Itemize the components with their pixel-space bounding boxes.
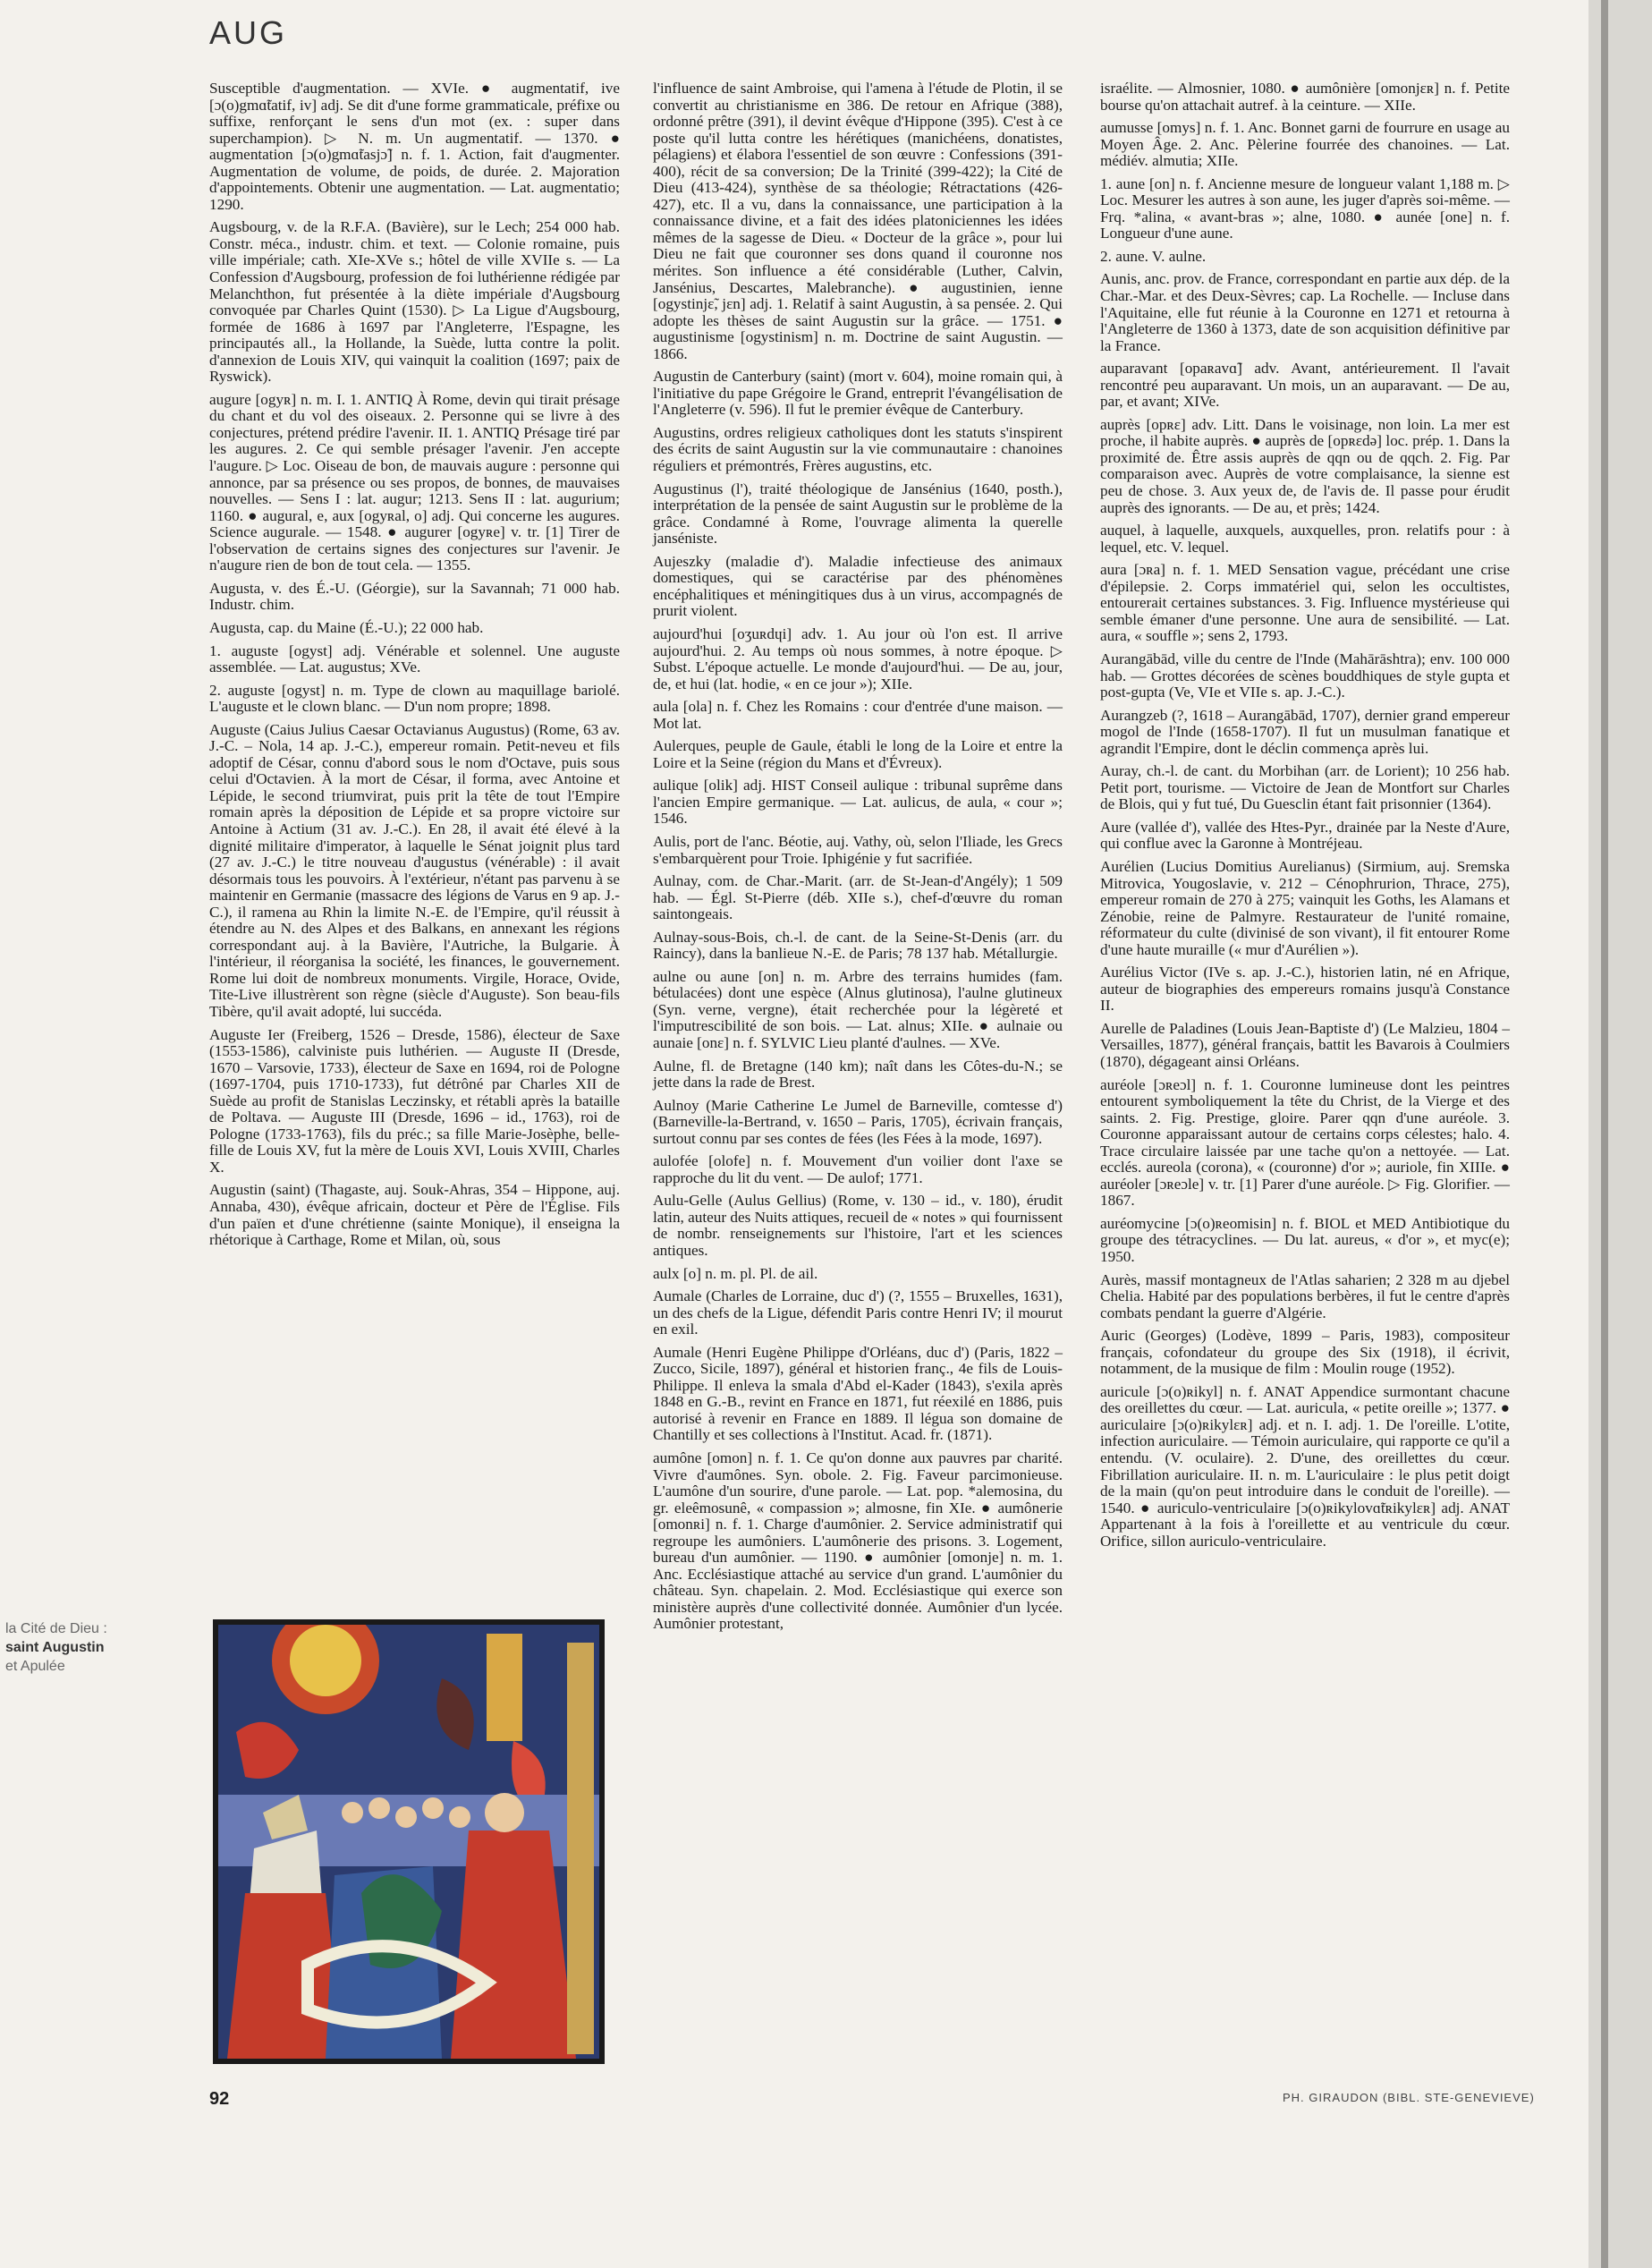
entry-aureole: auréole [ɔʀeɔl] n. f. 1. Couronne lumineuse dont les peintres entourent symboliquement la tête du Christ, de la Vierge et des saints. 2. Fig. Prestige, gloire. Parer qqn d'une auréole. 3. Couronne apparaissant autour de certains corps célestes; halo. 4. Trace circulaire laissée par une tache qu'on a nettoyée. — Lat. ecclés. aureola (corona), « (couronne) d'or »; auriole, fin XIIIe. ● auréoler [ɔʀeɔle] v. tr. [1] Parer d'une auréole. ▷ Fig. Glorifier. — 1867. xyxy=(1100,1075,1510,1210)
entry-aula: aula [ola] n. f. Chez les Romains : cour d'entrée d'une maison. — Mot lat. xyxy=(653,698,1063,732)
entry-aupres: auprès [opʀɛ] adv. Litt. Dans le voisinage, non loin. La mer est proche, il habite auprès. ● auprès de [opʀɛdə] loc. prép. 1. Dans la proximité de. Être assis auprès de qqn ou de qqch. 2. Fig. Par comparaison avec. Auprès de votre complaisance, la sienne est peu de chose. 3. Aux yeux de, de l'avis de. Il passe pour érudit auprès des ignorants. — De au, et près; 1424. xyxy=(1100,415,1510,516)
running-head: AUG xyxy=(209,14,288,51)
entry-aumone: aumône [omon] n. f. 1. Ce qu'on donne aux pauvres par charité. Vivre d'aumônes. Syn. obole. 2. Fig. Faveur parcimonieuse. L'aumône d'un sourire, d'une parole. — Lat. pop. *alemosina, du gr. eleêmosunê, « compassion »; almosne, fin XIe. ● aumônerie [omonʀi] n. f. 1. Charge d'aumônier. 2. Service administratif qui regroupe les aumôniers. L'aumônerie des prisons. 3. Logement, bureau d'un aumônier. — 1190. ● aumônier [omonje] n. m. 1. Anc. Ecclésiastique attaché au service d'un grand. L'aumônier du château. Syn. chapelain. 2. Mod. Ecclésiastique qui exerce son ministère auprès d'une collectivité donnée. Aumônier d'un lycée. Aumônier protestant, xyxy=(653,1449,1063,1633)
entry-aune-mesure: 1. aune [on] n. f. Ancienne mesure de longueur valant 1,188 m. ▷ Loc. Mesurer les autres à son aune, les juger d'après soi-même. — Frq. *alina, « avant-bras »; alne, 1080. ● aunée [one] n. f. Longueur d'une aune. xyxy=(1100,174,1510,242)
entry-aulis: Aulis, port de l'anc. Béotie, auj. Vathy, où, selon l'Iliade, les Grecs s'embarquèrent pour Troie. Iphigénie y fut sacrifiée. xyxy=(653,832,1063,867)
entry-augure: augure [ogyʀ] n. m. I. 1. ANTIQ À Rome, devin qui tirait présage du chant et du vol des oiseaux. 2. Personne qui se livre à des conjectures, prétend prédire l'avenir. II. 1. ANTIQ Présage tiré par les augures. 2. Ce qui semble présager l'avenir. J'en accepte l'augure. ▷ Loc. Oiseau de bon, de mauvais augure : personne qui annonce, par sa présence ou ses propos, de bonnes, de mauvaises nouvelles. — Sens I : lat. augur; 1213. Sens II : lat. augurium; 1160. ● augural, e, aux [ogyʀal, o] adj. Qui concerne les augures. Science augurale. — 1548. ● augurer [ogyʀe] v. tr. [1] Tirer de l'observation de certains signes des conjectures sur l'avenir. Je n'augure rien de bon de tout cela. — 1355. xyxy=(209,390,620,574)
illustration-caption xyxy=(5,1619,107,1676)
entry-aurangzeb: Aurangzeb (?, 1618 – Aurangābād, 1707), dernier grand empereur mogol de l'Inde (1658-1707). Il fut un musulman fanatique et agrandit l'Empire, dont le déclin commença après lui. xyxy=(1100,706,1510,757)
entry-augustinus: Augustinus (l'), traité théologique de Jansénius (1640, posth.), interprétation de la pensée de saint Augustin sur le problème de la grâce. Condamné à Rome, l'ouvrage alimenta la querelle janséniste. xyxy=(653,480,1063,548)
entry-aulnay-sous-bois: Aulnay-sous-Bois, ch.-l. de cant. de la Seine-St-Denis (arr. du Raincy), dans la banlieue N.-E. de Paris; 78 137 hab. Métallurgie. xyxy=(653,928,1063,963)
column-3 xyxy=(1100,81,1510,1556)
illuminated-miniature xyxy=(213,1619,605,2064)
entry-aujourdhui: aujourd'hui [oʒuʀdɥi] adv. 1. Au jour où l'on est. Il arrive aujourd'hui. 2. Au temps où nous sommes, à notre époque. ▷ Subst. L'époque actuelle. Le monde d'aujourd'hui. — De au, jour, de, et hui (lat. hodie, « en ce jour »); XIIe. xyxy=(653,624,1063,692)
entry-auricule: auricule [ɔ(o)ʀikyl] n. f. ANAT Appendice surmontant chacune des oreillettes du cœur. — Lat. auricula, « petite oreille »; 1377. ● auriculaire [ɔ(o)ʀikylɛʀ] adj. et n. I. adj. 1. De l'oreille. L'otite, infection auriculaire. — Témoin auriculaire, qui rapporte ce qu'il a entendu. (V. oculaire). 2. D'une, des oreillettes du cœur. Fibrillation auriculaire. II. n. m. L'auriculaire : le plus petit doigt de la main (qu'on peut introduire dans le conduit de l'oreille). — 1540. ● auriculo-ventriculaire [ɔ(o)ʀikylovɑ̃tʀikylɛʀ] adj. ANAT Appartenant à la fois à l'oreillette et au ventricule du cœur. Orifice, sillon auriculo-ventriculaire. xyxy=(1100,1382,1510,1550)
entry-auguste-clown: 2. auguste [ogyst] n. m. Type de clown au maquillage bariolé. L'auguste et le clown blanc. — D'un nom propre; 1898. xyxy=(209,681,620,716)
entry-augusta-georgie: Augusta, v. des É.-U. (Géorgie), sur la Savannah; 71 000 hab. Industr. chim. xyxy=(209,579,620,614)
entry-augustin-canterbury: Augustin de Canterbury (saint) (mort v. 604), moine romain qui, à l'initiative du pape Grégoire le Grand, entreprit l'évangélisation de l'Angleterre (v. 596). Il fut le premier évêque de Canterbury. xyxy=(653,368,1063,419)
miniature-city-of-god-image xyxy=(218,1625,599,2059)
entry-aujeszky: Aujeszky (maladie d'). Maladie infectieuse des animaux domestiques, qui se caractérise par des phénomènes encéphalitiques et méningitiques dus à un virus, accompagnés de prurit violent. xyxy=(653,552,1063,620)
entry-auquel: auquel, à laquelle, auxquels, auxquelles, pron. relatifs pour : à lequel, etc. V. lequel. xyxy=(1100,522,1510,556)
entry-auguste-saxe: Auguste Ier (Freiberg, 1526 – Dresde, 1586), électeur de Saxe (1553-1586), calviniste puis luthérien. — Auguste II (Dresde, 1670 – Varsovie, 1733), électeur de Saxe en 1694, roi de Pologne (1697-1704, puis 1710-1733), fut détrôné par Charles XII de Suède au profit de Stanislas Leczinsky, et rétabli après la bataille de Poltava. — Auguste III (Dresde, 1696 – id., 1763), roi de Pologne (1733-1763), fils du préc.; sa fille Marie-Josèphe, belle-fille de Louis XV, fut la mère de Louis XVI, Louis XVIII, Charles X. xyxy=(209,1025,620,1176)
entry-augusta-maine: Augusta, cap. du Maine (É.-U.); 22 000 hab. xyxy=(209,618,484,636)
entry-aureomycine: auréomycine [ɔ(o)ʀeomisin] n. f. BIOL et MED Antibiotique du groupe des tétracyclines. — Du lat. aureus, « d'or », et myc(e); 1950. xyxy=(1100,1214,1510,1265)
entry-aumale-charles: Aumale (Charles de Lorraine, duc d') (?, 1555 – Bruxelles, 1631), un des chefs de la Ligue, défendit Paris contre Henri IV; il mourut en exil. xyxy=(653,1287,1063,1338)
entry-aurelle-de-paladines: Aurelle de Paladines (Louis Jean-Baptiste d') (Le Malzieu, 1804 – Versailles, 1877), général français, battit les Bavarois à Coulmiers (1870), dégageant ainsi Orléans. xyxy=(1100,1019,1510,1070)
entry-augustin: Augustin (saint) (Thagaste, auj. Souk-Ahras, 354 – Hippone, auj. Annaba, 430), évêque africain, docteur et Père de l'Église. Fils d'un païen et d'une chrétienne (sainte Monique), il enseigna la rhétorique à Carthage, Rome et Milan, où, sous xyxy=(209,1181,620,1249)
page-edge xyxy=(1588,0,1652,2268)
entry-aulu-gelle: Aulu-Gelle (Aulus Gellius) (Rome, v. 130 – id., v. 180), érudit latin, auteur des Nuits attiques, recueil de « notes » qui fournissent de nombr. renseignements sur l'histoire, l'art et les sciences antiques. xyxy=(653,1192,1063,1259)
column-1 xyxy=(209,81,620,1255)
entry-aumoniere: israélite. — Almosnier, 1080. ● aumônière [omonjɛʀ] n. f. Petite bourse qu'on attachait autref. à la ceinture. — XIIe. xyxy=(1100,80,1510,114)
caption-line-2: saint Augustin xyxy=(5,1640,105,1655)
entry-augmentation: Susceptible d'augmentation. — XVIe. ● augmentatif, ive [ɔ(o)gmɑ̃tatif, iv] adj. Se dit d'une forme grammaticale, préfixe ou suffixe, renforçant le sens d'un mot (ex. : super dans superchampion). ▷ N. m. Un augmentatif. — 1370. ● augmentation [ɔ(o)gmɑ̃tasjɔ̃] n. f. 1. Action, fait d'augmenter. Augmentation de volume, de poids, de durée. 2. Majoration d'appointements. Obtenir une augmentation. — Lat. augmentatio; 1290. xyxy=(209,80,620,213)
page-number: 92 xyxy=(209,2089,230,2109)
caption-line-3: et Apulée xyxy=(5,1659,65,1674)
entry-aulne: aulne ou aune [on] n. m. Arbre des terrains humides (fam. bétulacées) dont une espèce (Alnus glutinosa), l'aulne glutineux (Syn. verne, vergne), était recherchée pour la légèreté et l'imputrescibilité de son bois. — Lat. alnus; XIIe. ● aulnaie ou aunaie [onɛ] n. f. SYLVIC Lieu planté d'aulnes. — XVe. xyxy=(653,967,1063,1051)
entry-auray: Auray, ch.-l. de cant. du Morbihan (arr. de Lorient); 10 256 hab. Petit port, tourisme. — Victoire de Jean de Montfort sur Charles de Blois, qui y fut tué, Du Guesclin étant fait prisonnier (1364). xyxy=(1100,762,1510,813)
entry-aurelius-victor: Aurélius Victor (IVe s. ap. J.-C.), historien latin, né en Afrique, auteur de biographies des empereurs romains jusqu'à Constance II. xyxy=(1100,964,1510,1015)
entry-auguste-adj: 1. auguste [ogyst] adj. Vénérable et solennel. Une auguste assemblée. — Lat. augustus; XVe. xyxy=(209,641,620,676)
entry-aulique: aulique [olik] adj. HIST Conseil aulique : tribunal suprême dans l'ancien Empire germanique. — Lat. aulicus, de aula, « cour »; 1546. xyxy=(653,777,1063,828)
entry-augsbourg: Augsbourg, v. de la R.F.A. (Bavière), sur le Lech; 254 000 hab. Constr. méca., industr. chim. et text. — Colonie romaine, puis ville impériale; cath. XIe-XVe s.; hôtel de ville XVIIe s. — La Confession d'Augsbourg, profession de foi luthérienne rédigée par Melanchthon, fut présentée à la diète impériale d'Augsbourg convoquée par Charles Quint (1530). ▷ La Ligue d'Augsbourg, formée de 1686 à 1697 par l'Angleterre, l'Espagne, les principautés all., la Hollande, la Suède, lutta contre la polit. d'annexion de Louis XIV, qui vainquit la coalition (1697; paix de Ryswick). xyxy=(209,218,620,386)
entry-auparavant: auparavant [opaʀavɑ̃] adv. Avant, antérieurement. Il l'avait rencontré peu auparavant. Un mois, un an auparavant. — De au, par, et avant; XIVe. xyxy=(1100,360,1510,411)
entry-aulnoy: Aulnoy (Marie Catherine Le Jumel de Barneville, comtesse d') (Barneville-la-Bertrand, v. 1650 – Paris, 1705), écrivain français, surtout connu par ses contes de fées (les Fées à la mode, 1697). xyxy=(653,1096,1063,1147)
entry-augustin-cont: l'influence de saint Ambroise, qui l'amena à l'étude de Plotin, il se convertit au christianisme en 386. De retour en Afrique (388), ordonné prêtre (391), il devint évêque d'Hippone (395). C'est à ce poste qu'il lutta contre les hérétiques (manichéens, donatistes, pélagiens) et élabora l'essentiel de son œuvre : Confessions (391-400), récit de sa conversion; De la Trinité (399-422); la Cité de Dieu (413-424), synthèse de sa théologie; Rétractations (426-427), etc. Il a vu, dans la connaissance, une participation à la connaissance divine, et a fait des idées platoniciennes les idées mêmes de la sagesse de Dieu. « Docteur de la grâce », pour lui Dieu ne fait que couronner ses dons quand il couronne nos mérites. Son influence a été considérable (Luther, Calvin, Jansénius, Descartes, Malebranche). ● augustinien, ienne [ogystinjɛ̃, jɛn] adj. 1. Relatif à saint Augustin, à sa pensée. 2. Qui adopte les thèses de saint Augustin sur la grâce. — 1751. ● augustinisme [ogystinism] n. m. Doctrine de saint Augustin. — 1866. xyxy=(653,80,1063,362)
entry-aulne-fleuve: Aulne, fl. de Bretagne (140 km); naît dans les Côtes-du-N.; se jette dans la rade de Brest. xyxy=(653,1057,1063,1092)
column-2 xyxy=(653,81,1063,1639)
entry-aure: Aure (vallée d'), vallée des Htes-Pyr., drainée par la Neste d'Aure, qui conflue avec la Garonne à Montréjeau. xyxy=(1100,818,1510,853)
entry-aulofee: aulofée [olofe] n. f. Mouvement d'un voilier dont l'axe se rapproche du lit du vent. — De aulof; 1771. xyxy=(653,1152,1063,1186)
caption-line-1: la Cité de Dieu : xyxy=(5,1621,107,1636)
entry-aurelien: Aurélien (Lucius Domitius Aurelianus) (Sirmium, auj. Sremska Mitrovica, Yougoslavie, v. 212 – Cénophrurion, Thrace, 275), empereur romain de 270 à 275; vainquit les Goths, les Alamans et Zénobie, reine de Palmyre. Restaurateur de l'unité romaine, réformateur du culte (divinisé de son vivant), il fit entourer Rome d'une haute muraille (« mur d'Aurélien »). xyxy=(1100,857,1510,958)
entry-aures: Aurès, massif montagneux de l'Atlas saharien; 2 328 m au djebel Chelia. Habité par des populations berbères, il fut le centre d'après combats pendant la guerre d'Algérie. xyxy=(1100,1270,1510,1321)
photo-credit: PH. GIRAUDON (BIBL. STE-GENEVIEVE) xyxy=(1283,2091,1535,2104)
entry-aumale-henri: Aumale (Henri Eugène Philippe d'Orléans, duc d') (Paris, 1822 – Zucco, Sicile, 1897), général et historien franç., 4e fils de Louis-Philippe. Il enleva la smala d'Abd el-Kader (1843), s'exila après 1848 en G.-B., revint en France en 1871, fut réexilé en 1886, puis autorisé à revenir en France en 1889. Il légua son domaine de Chantilly et ses collections à l'Institut. Acad. fr. (1871). xyxy=(653,1343,1063,1444)
entry-auric: Auric (Georges) (Lodève, 1899 – Paris, 1983), compositeur français, cofondateur du groupe des Six (1918), il écrivit, notamment, de la musique de film : Moulin rouge (1952). xyxy=(1100,1327,1510,1378)
entry-aurangabad: Aurangābād, ville du centre de l'Inde (Mahārāshtra); env. 100 000 hab. — Grottes décorées de scènes bouddhiques de style gupta et post-gupta (Ve, VIe et VIIe s. ap. J.-C.). xyxy=(1100,650,1510,701)
entry-aulx: aulx [o] n. m. pl. Pl. de ail. xyxy=(653,1264,818,1282)
entry-aura: aura [ɔʀa] n. f. 1. MED Sensation vague, précédant une crise d'épilepsie. 2. Corps immatériel qui, selon les occultistes, entourerait certaines substances. 3. Fig. Influence mystérieuse qui semble émaner d'une personne. Une aura de sensibilité. — Lat. aura, « souffle »; sens 2, 1793. xyxy=(1100,561,1510,645)
entry-aulerques: Aulerques, peuple de Gaule, établi le long de la Loire et entre la Loire et la Seine (région du Mans et d'Évreux). xyxy=(653,737,1063,771)
entry-augustins: Augustins, ordres religieux catholiques dont les statuts s'inspirent des écrits de saint Augustin sur la vie communautaire : chanoines réguliers et prémontrés, Frères augustins, etc. xyxy=(653,423,1063,475)
entry-aunis: Aunis, anc. prov. de France, correspondant en partie aux dép. de la Char.-Mar. et des Deux-Sèvres; cap. La Rochelle. — Incluse dans l'Aquitaine, elle fut réunie à la Couronne en 1271 et retourna à l'Angleterre de 1360 à 1373, date de son acquisition définitive par la France. xyxy=(1100,270,1511,354)
entry-aumusse: aumusse [omys] n. f. 1. Anc. Bonnet garni de fourrure en usage au Moyen Âge. 2. Anc. Pèlerine fourrée des chanoines. — Lat. médiév. almutia; XIIe. xyxy=(1100,119,1510,170)
page-edge-shadow xyxy=(1601,0,1608,2268)
entry-aulnay: Aulnay, com. de Char.-Marit. (arr. de St-Jean-d'Angély); 1 509 hab. — Égl. St-Pierre (déb. XIIe s.), chef-d'œuvre du roman saintongeais. xyxy=(653,872,1063,923)
entry-auguste-empereur: Auguste (Caius Julius Caesar Octavianus Augustus) (Rome, 63 av. J.-C. – Nola, 14 ap. J.-C.), empereur romain. Petit-neveu et fils adoptif de César, connu d'abord sous le nom d'Octave, puis sous celui d'Octavien. À la mort de César, il forma, avec Antoine et Lépide, le second triumvirat, puis prit la tête de tout l'Empire romain après la déposition de Lépide et sa propre victoire sur Antoine à Actium (31 av. J.-C.). En 28, il avait été élevé à la dignité militaire d'imperator, à laquelle le Sénat joignit plus tard (27 av. J.-C.) le titre nouveau d'augustus (vénérable) : il avait désormais tous les pouvoirs. À l'extérieur, n'étant pas parvenu à se maintenir en Germanie (massacre des légions de Varus en 9 ap. J.-C.), il ramena au Rhin la limite N.-E. de l'Empire, qu'il réussit à étendre au N. des Alpes et des Balkans, en annexant les régions correspondant auj. à la Bavière, l'Autriche, la Bulgarie. À l'intérieur, il réorganisa la société, les finances, le gouvernement. Rome lui doit de nombreux monuments. Virgile, Horace, Ovide, Tite-Live illustrèrent son règne (siècle d'Auguste). Son beau-fils Tibère, qu'il avait adopté, lui succéda. xyxy=(209,720,620,1020)
entry-aune-arbre: 2. aune. V. aulne. xyxy=(1100,247,1207,265)
